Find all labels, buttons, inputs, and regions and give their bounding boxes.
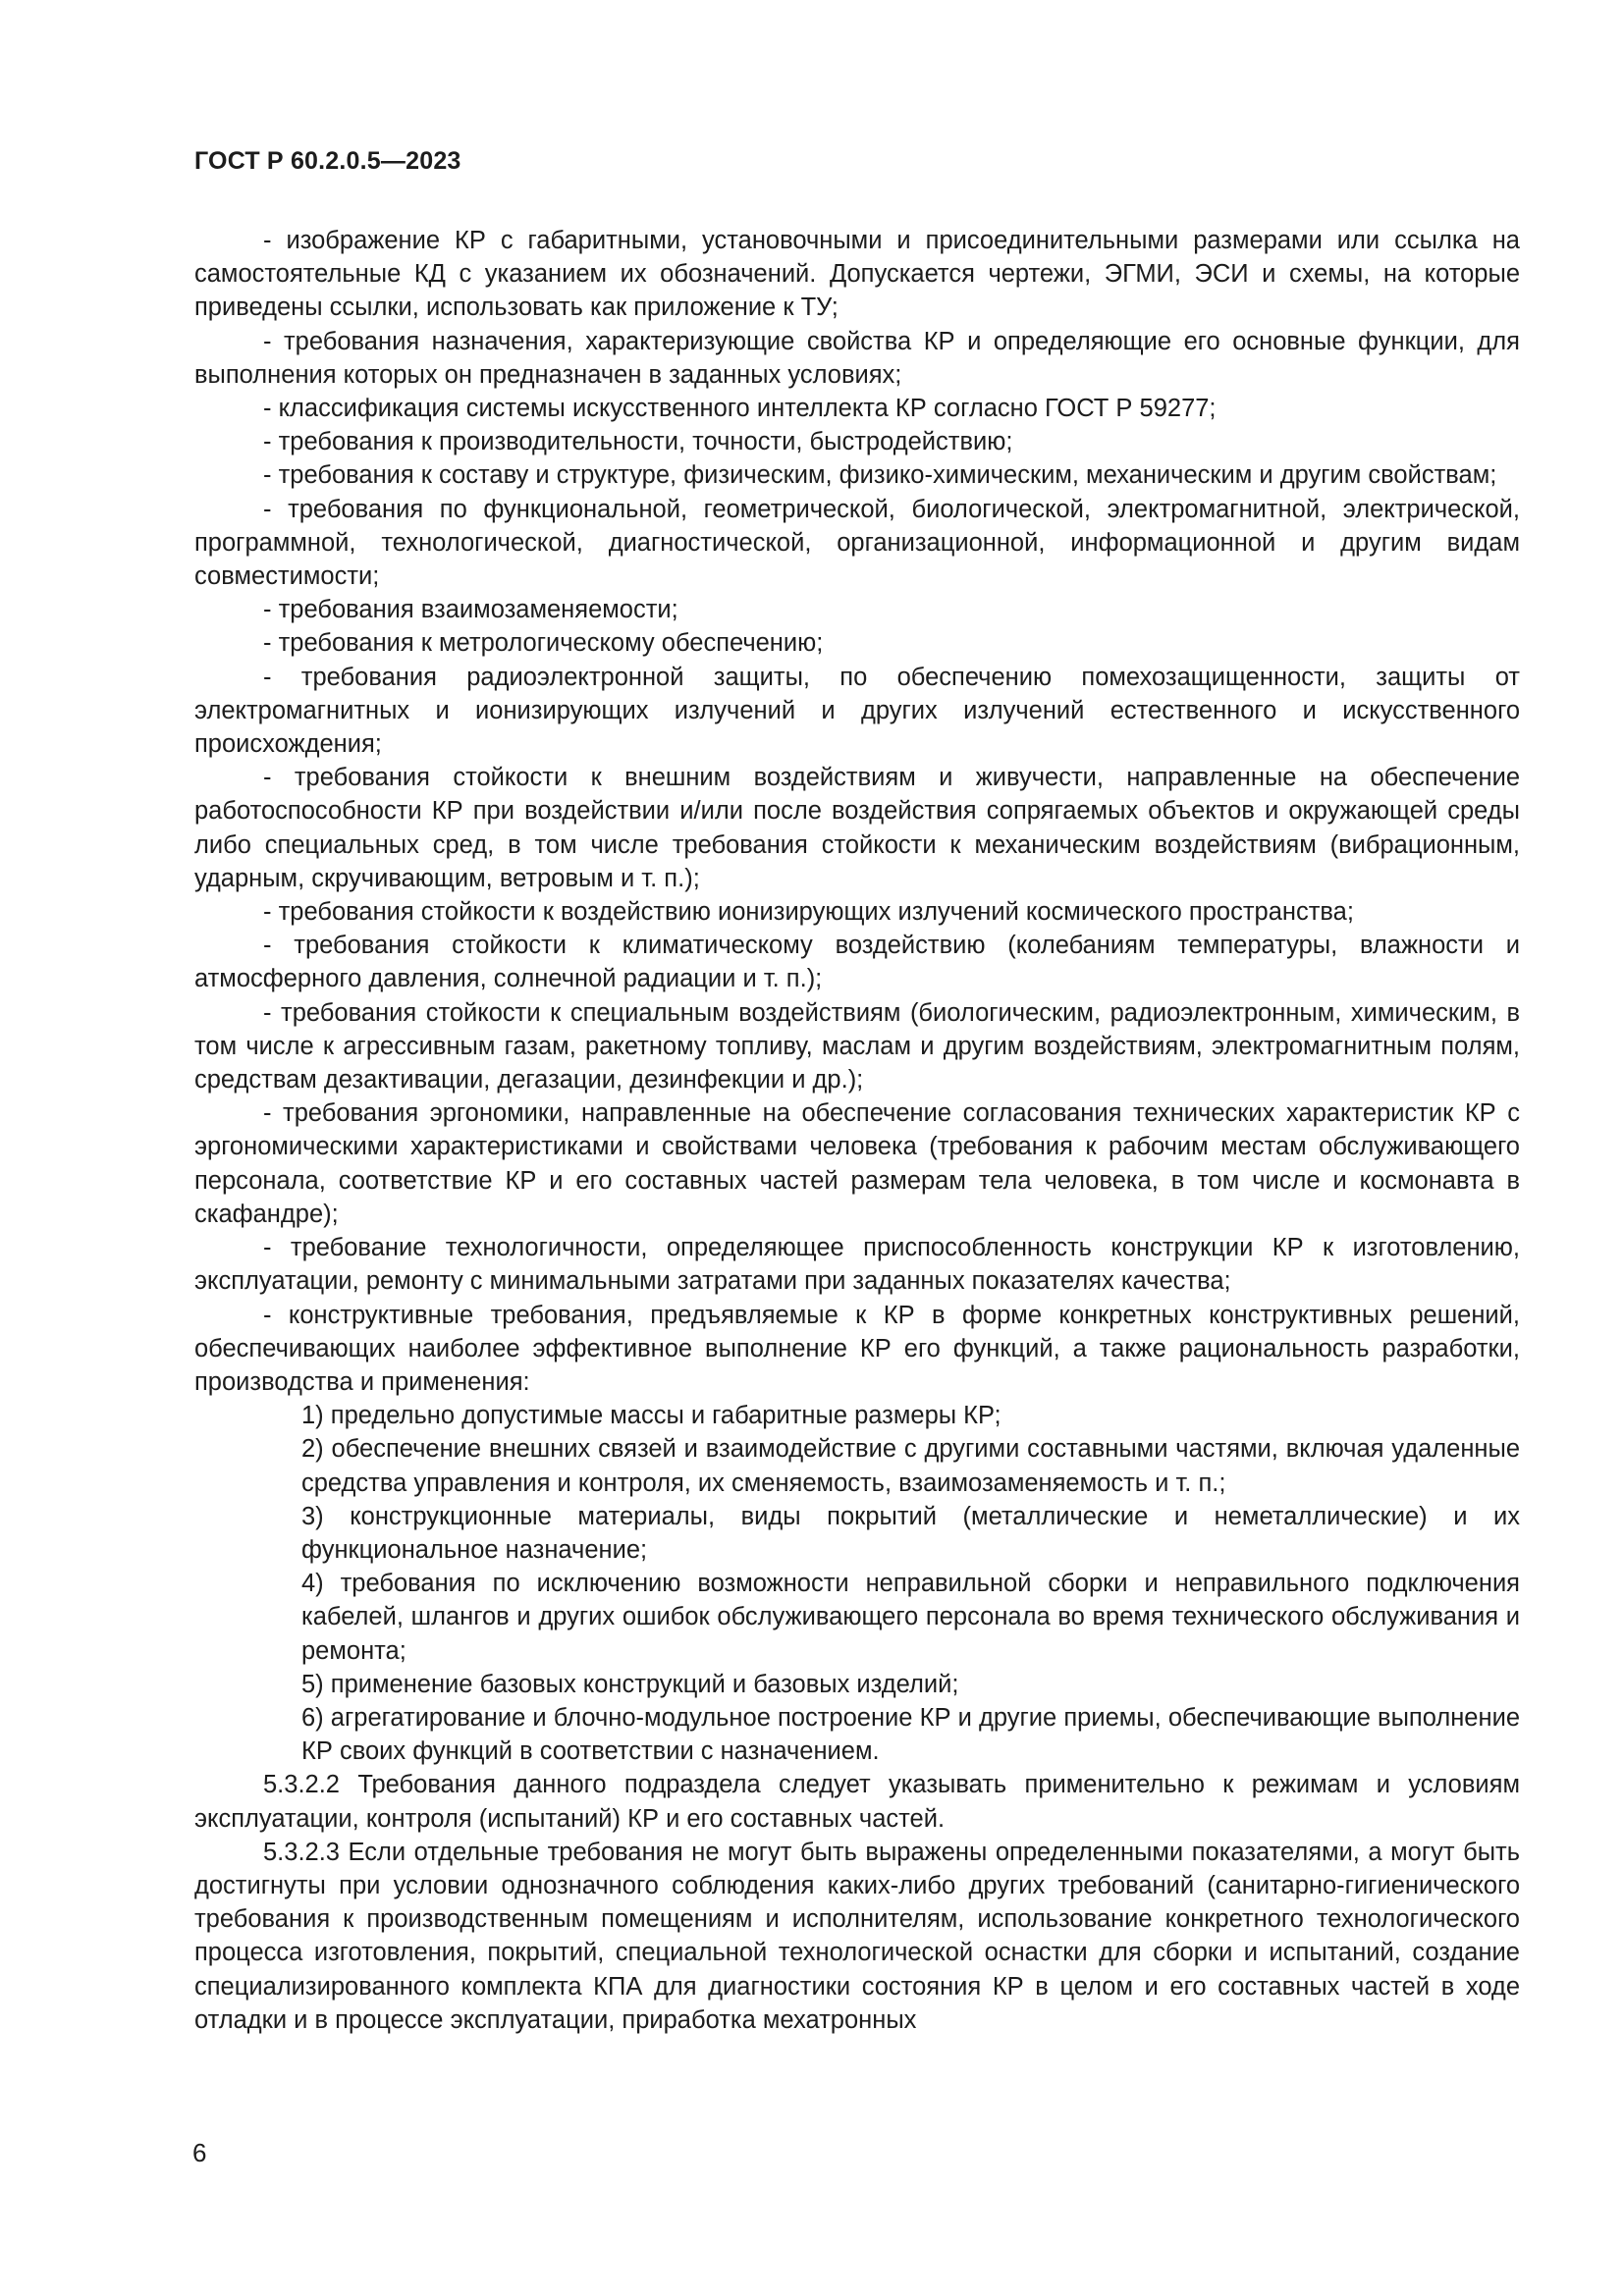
clause-paragraph: 5.3.2.3 Если отдельные требования не могут быть выражены определенными показателями, а могут быть достигнуты при условии однозначного соблюдения каких-либо других требований (санитарно-гигиенического требования к производственным помещениям и исполнителям, использование конкретного технологического процесса изготовления, покрытий, специальной технологической оснастки для сборки и испытаний, создание специализированного комплекта КПА для диагностики состояния КР в целом и его составных частей в ходе отладки и в процессе эксплуатации, приработка мехатронных [194,1838,1520,2034]
document-code-header: ГОСТ Р 60.2.0.5—2023 [194,147,461,175]
list-item: - требования стойкости к специальным воздействиям (биологическим, радиоэлектронным, химическим, в том числе к агрессивным газам, ракетному топливу, маслам и другим воздействиям, электромагнитным полям, средствам дезактивации, дегазации, дезинфекции и др.); [194,998,1520,1095]
list-item: - требования взаимозаменяемости; [263,596,678,624]
list-item: - требования к метрологическому обеспечению; [263,629,824,658]
list-item: - требования стойкости к климатическому воздействию (колебаниям температуры, влажности и атмосферного давления, солнечной радиации и т. п.); [194,932,1520,993]
numbered-sub-item: 2) обеспечение внешних связей и взаимодействие с другими составными частями, включая удаленные средства управления и контроля, их сменяемость, взаимозаменяемость и т. п.; [301,1435,1520,1497]
list-item: - требования назначения, характеризующие свойства КР и определяющие его основные функции, для выполнения которых он предназначен в заданных условиях; [194,327,1520,389]
list-item: - требование технологичности, определяющее приспособленность конструкции КР к изготовлению, эксплуатации, ремонту с минимальными затратами при заданных показателях качества; [194,1234,1520,1296]
list-item: - требования радиоэлектронной защиты, по обеспечению помехозащищенности, защиты от электромагнитных и ионизирующих излучений и других излучений естественного и искусственного происхождения; [194,663,1520,759]
numbered-sub-item: 1) предельно допустимые массы и габаритные размеры КР; [301,1402,1001,1430]
document-body [194,224,1520,2037]
list-item: - требования стойкости к внешним воздействиям и живучести, направленные на обеспечение работоспособности КР при воздействии и/или после воздействия сопрягаемых объектов и окружающей среды либо специальных сред, в том числе требования стойкости к механическим воздействиям (вибрационным, ударным, скручивающим, ветровым и т. п.); [194,764,1520,892]
numbered-sub-item: 4) требования по исключению возможности неправильной сборки и неправильного подключения кабелей, шлангов и других ошибок обслуживающего персонала во время технического обслуживания и ремонта; [301,1570,1520,1665]
list-item: - требования эргономики, направленные на обеспечение согласования технических характеристик КР с эргономическими характеристиками и свойствами человека (требования к рабочим местам обслуживающего персонала, соответствие КР и его составных частей размерам тела человека, в том числе и космонавта в скафандре); [194,1099,1520,1228]
clause-paragraph: 5.3.2.2 Требования данного подраздела следует указывать применительно к режимам и условиям эксплуатации, контроля (испытаний) КР и его составных частей. [194,1771,1520,1833]
numbered-sub-item: 3) конструкционные материалы, виды покрытий (металлические и неметаллические) и их функциональное назначение; [301,1502,1520,1564]
list-item: - требования к составу и структуре, физическим, физико-химическим, механическим и другим свойствам; [263,461,1497,490]
list-item: - классификация системы искусственного интеллекта КР согласно ГОСТ Р 59277; [263,395,1217,423]
numbered-sub-item: 6) агрегатирование и блочно-модульное построение КР и другие приемы, обеспечивающие выполнение КР своих функций в соответствии с назначением. [301,1703,1520,1766]
list-item: - требования к производительности, точности, быстродействию; [263,428,1013,456]
list-item: - требования стойкости к воздействию ионизирующих излучений космического пространства; [263,898,1354,927]
list-item: - конструктивные требования, предъявляемые к КР в форме конкретных конструктивных решений, обеспечивающих наиболее эффективное выполнение КР его функций, а также рациональность разработки, производства и применения: [194,1301,1520,1396]
numbered-sub-item: 5) применение базовых конструкций и базовых изделий; [301,1670,959,1698]
list-item: - изображение КР с габаритными, установочными и присоединительными размерами или ссылка на самостоятельные КД с указанием их обозначений. Допускается чертежи, ЭГМИ, ЭСИ и схемы, на которые приведены ссылки, использовать как приложение к ТУ; [194,227,1520,322]
page-number: 6 [192,2138,207,2167]
list-item: - требования по функциональной, геометрической, биологической, электромагнитной, электрической, программной, технологической, диагностической, организационной, информационной и другим видам совместимости; [194,495,1520,591]
